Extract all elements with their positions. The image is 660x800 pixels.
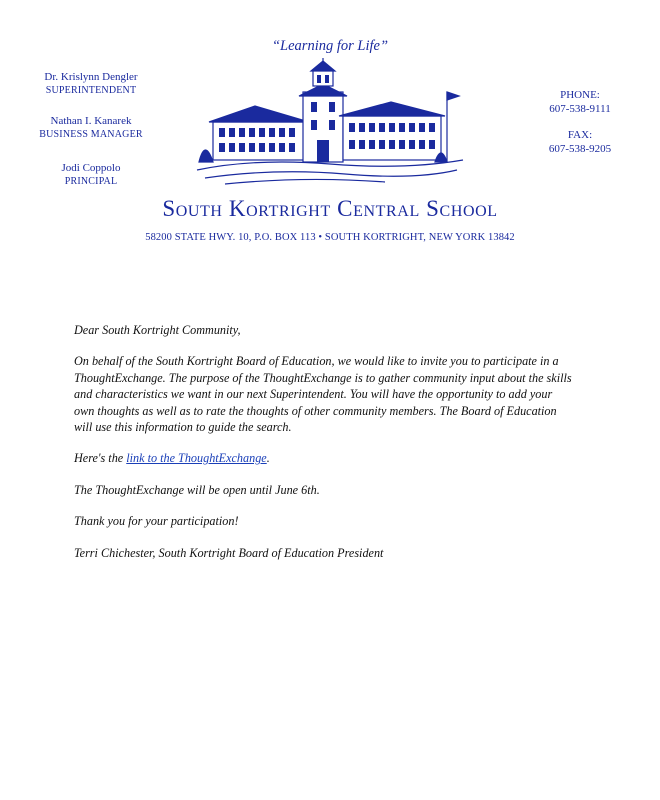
salutation: Dear South Kortright Community, — [74, 323, 241, 337]
school-address: 58200 STATE HWY. 10, P.O. BOX 113 • SOUTH KORTRIGHT, NEW YORK 13842 — [145, 232, 515, 243]
staff-business-manager — [26, 114, 156, 142]
open-until-text: The ThoughtExchange will be open until June 6th. — [74, 482, 320, 497]
school-building-illustration — [195, 58, 465, 186]
staff-role: PRINCIPAL — [64, 176, 118, 187]
staff-principal — [26, 161, 156, 189]
body-paragraph: On behalf of the South Kortright Board of Education, we would like to invite you to participate in a ThoughtExchange. The purpose of the ThoughtExchange is to gather community input about the skills and characteristics we want in our next Superintendent. You will have the opportunity to add your own thoughts as well as to rate the thoughts of other community members. The Board of Education will use this information to guide the search. — [74, 354, 572, 435]
phone-label: PHONE: — [560, 89, 600, 101]
phone-block — [520, 88, 640, 116]
phone-number: 607-538-9111 — [549, 103, 611, 115]
signature: Terri Chichester, South Kortright Board of Education President — [74, 545, 384, 560]
staff-role: SUPERINTENDENT — [45, 85, 137, 96]
thoughtexchange-link[interactable]: link to the ThoughtExchange — [126, 451, 267, 466]
staff-name: Jodi Coppolo — [61, 162, 121, 174]
thanks-text: Thank you for your participation! — [74, 514, 239, 529]
school-motto: “Learning for Life” — [271, 38, 389, 54]
fax-block — [520, 128, 640, 156]
link-prefix: Here's the — [74, 451, 127, 466]
staff-role: BUSINESS MANAGER — [39, 129, 143, 140]
fax-label: FAX: — [567, 129, 593, 141]
link-paragraph — [74, 450, 574, 466]
link-suffix: . — [266, 451, 270, 466]
staff-name: Nathan I. Kanarek — [50, 115, 132, 127]
staff-name: Dr. Krislynn Dengler — [44, 71, 138, 83]
staff-superintendent — [26, 70, 156, 98]
fax-number: 607-538-9205 — [548, 143, 612, 155]
school-name: South Kortright Central School — [162, 196, 498, 221]
letter-body — [74, 322, 574, 576]
